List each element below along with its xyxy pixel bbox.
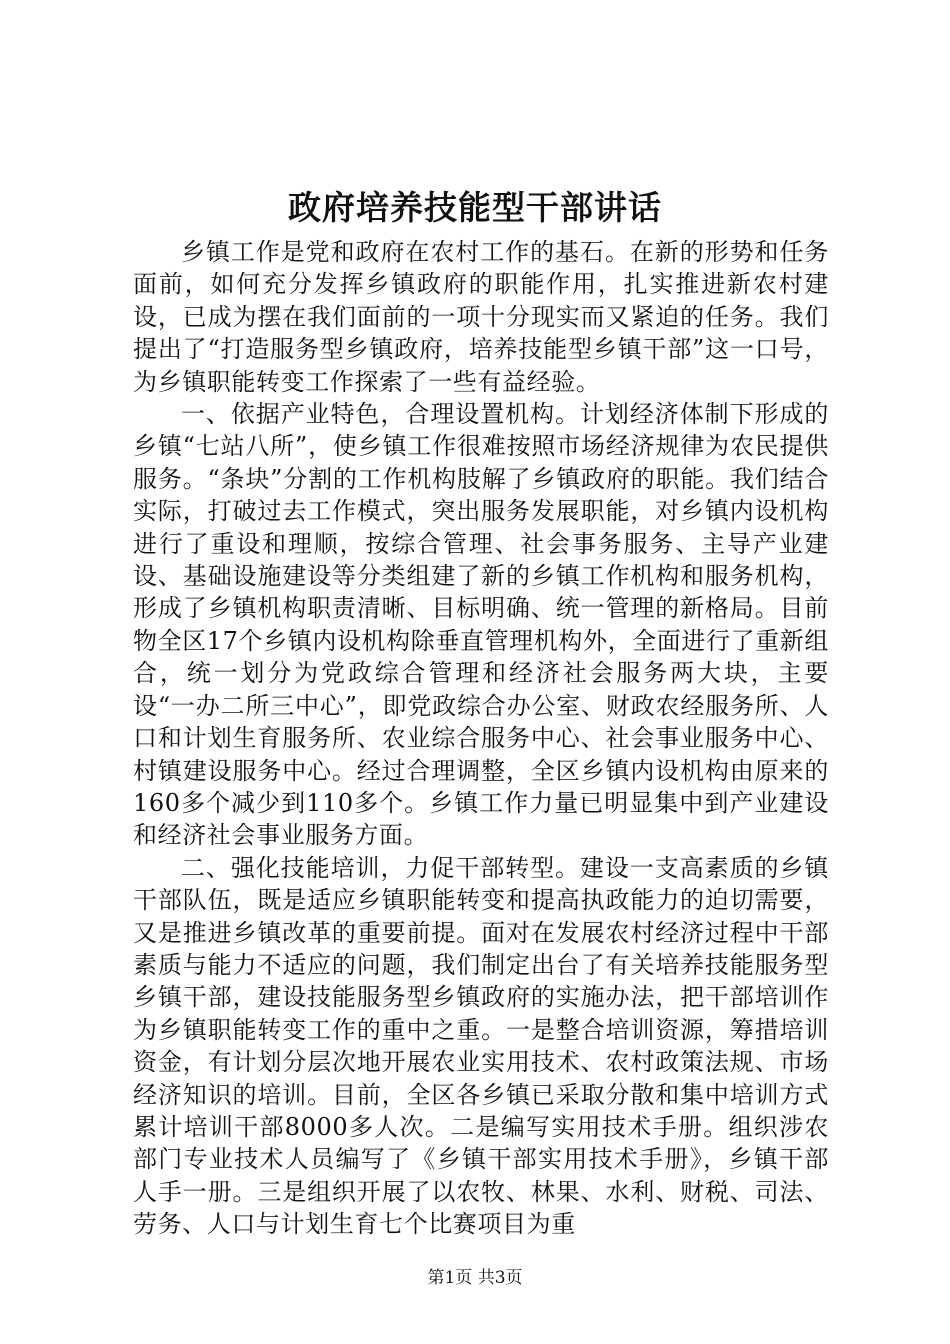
paragraph-section-1: 一、依据产业特色，合理设置机构。计划经济体制下形成的乡镇“七站八所”，使乡镇工作很难按照市场经济规律为农民提供服务。“条块”分割的工作机构肢解了乡镇政府的职能。我们结合实际，打破过去工作模式，突出服务发展职能，对乡镇内设机构进行了重设和理顺，按综合管理、社会事务服务、主导产业建设、基础设施建设等分类组建了新的乡镇工作机构和服务机构，形成了乡镇机构职责清晰、目标明确、统一管理的新格局。目前物全区17个乡镇内设机构除垂直管理机构外，全面进行了重新组合，统一划分为党政综合管理和经济社会服务两大块，主要设“一办二所三中心”，即党政综合办公室、财政农经服务所、人口和计划生育服务所、农业综合服务中心、社会事业服务中心、村镇建设服务中心。经过合理调整，全区乡镇内设机构由原来的160多个减少到110多个。乡镇工作力量已明显集中到产业建设和经济社会事业服务方面。 bbox=[133, 400, 829, 850]
document-body bbox=[133, 236, 829, 1241]
page-footer: 第1页 共3页 bbox=[427, 1268, 523, 1288]
paragraph-intro: 乡镇工作是党和政府在农村工作的基石。在新的形势和任务面前，如何充分发挥乡镇政府的职能作用，扎实推进新农村建设，已成为摆在我们面前的一项十分现实而又紧迫的任务。我们提出了“打造服务型乡镇政府，培养技能型乡镇干部”这一口号，为乡镇职能转变工作探索了一些有益经验。 bbox=[133, 238, 829, 396]
document-title: 政府培养技能型干部讲话 bbox=[288, 188, 662, 227]
paragraph-section-2: 二、强化技能培训，力促干部转型。建设一支高素质的乡镇干部队伍，既是适应乡镇职能转变和提高执政能力的迫切需要，又是推进乡镇改革的重要前提。面对在发展农村经济过程中干部素质与能力不适应的问题，我们制定出台了有关培养技能服务型乡镇干部，建设技能服务型乡镇政府的实施办法，把干部培训作为乡镇职能转变工作的重中之重。一是整合培训资源，筹措培训资金，有计划分层次地开展农业实用技术、农村政策法规、市场经济知识的培训。目前，全区各乡镇已采取分散和集中培训方式累计培训干部8000多人次。二是编写实用技术手册。组织涉农部门专业技术人员编写了《乡镇干部实用技术手册》，乡镇干部人手一册。三是组织开展了以农牧、林果、水利、财税、司法、劳务、人口与计划生育七个比赛项目为重 bbox=[133, 853, 829, 1239]
